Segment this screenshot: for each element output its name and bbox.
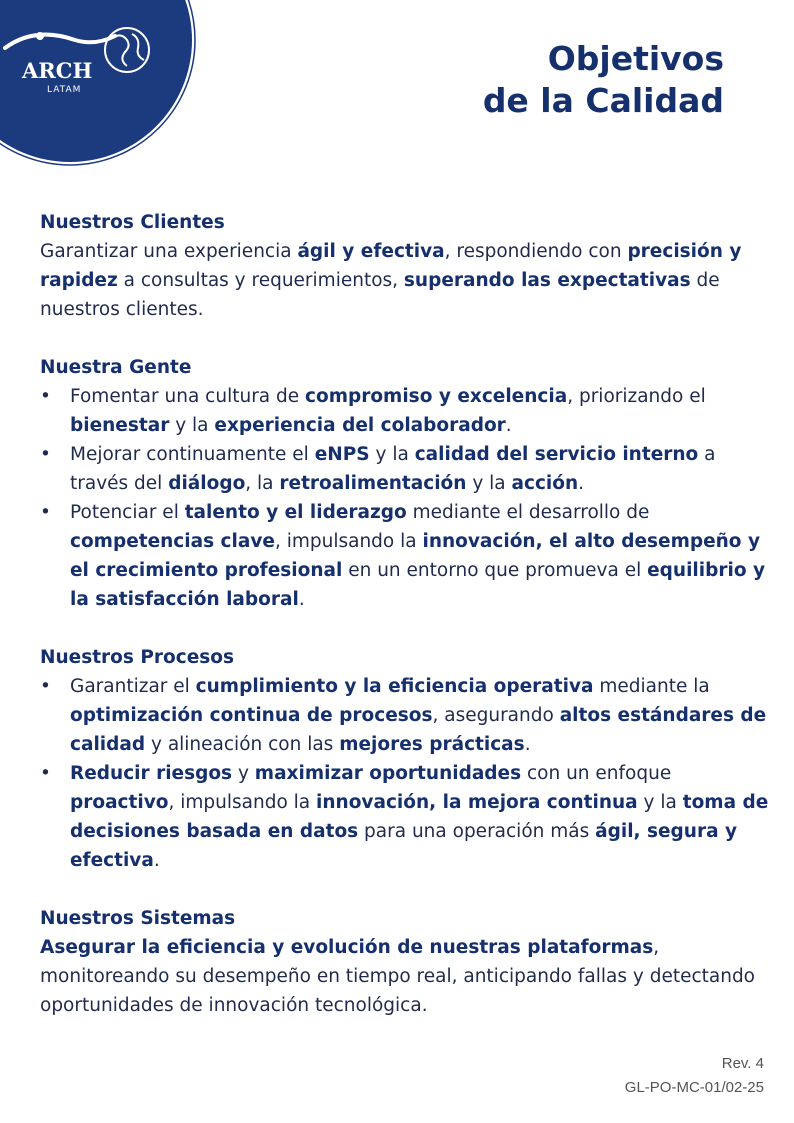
section-heading: Nuestros Procesos (40, 647, 234, 668)
document-code: GL-PO-MC-01/02-25 (624, 1079, 764, 1096)
bullet-icon: • (40, 763, 51, 784)
section-nuestros-procesos (40, 643, 770, 875)
emphasis-text: retroalimentación (279, 473, 467, 494)
body-text: en un entorno que promueva el (342, 560, 648, 581)
bullet-list (40, 672, 770, 875)
emphasis-text: calidad del servicio interno (414, 444, 699, 465)
body-text: . (524, 734, 531, 755)
body-text: de nuestros clientes. (40, 270, 720, 320)
body-text: , asegurando (432, 705, 560, 726)
body-text: , priorizando el (567, 386, 706, 407)
body-text: Potenciar el (70, 502, 185, 523)
body-text: . (298, 589, 305, 610)
bullet-icon: • (40, 502, 51, 523)
section-paragraph (40, 933, 770, 1020)
emphasis-text: innovación, la mejora continua (316, 792, 638, 813)
section-nuestros-clientes (40, 208, 770, 324)
emphasis-text: eNPS (314, 444, 370, 465)
body-text: a consultas y requerimientos, (117, 270, 404, 291)
bullet-icon: • (40, 676, 51, 697)
section-heading: Nuestros Sistemas (40, 908, 236, 929)
section-heading: Nuestra Gente (40, 357, 192, 378)
emphasis-text: acción (511, 473, 579, 494)
emphasis-text: precisión y rapidez (40, 241, 742, 291)
body-text: a través del (70, 444, 716, 494)
list-item (40, 498, 770, 614)
list-item (40, 759, 770, 875)
section-nuestra-gente (40, 353, 770, 614)
body-text: Mejorar continuamente el (70, 444, 315, 465)
body-text: , impulsando la (274, 531, 423, 552)
body-text: . (505, 415, 512, 436)
bullet-icon: • (40, 386, 51, 407)
section-heading: Nuestros Clientes (40, 212, 225, 233)
body-text: . (153, 850, 160, 871)
emphasis-text: mejores prácticas (339, 734, 525, 755)
body-text: mediante el desarrollo de (406, 502, 650, 523)
emphasis-text: Asegurar la eficiencia y evolución de nuestras plataformas (40, 937, 654, 958)
body-text: con un enfoque (521, 763, 672, 784)
body-text: y (232, 763, 255, 784)
page-title (483, 38, 724, 122)
emphasis-text: optimización continua de procesos (70, 705, 433, 726)
body-text: , impulsando la (168, 792, 317, 813)
logo-graphic (0, 0, 240, 170)
body-text: y la (466, 473, 512, 494)
body-text: Fomentar una cultura de (70, 386, 306, 407)
emphasis-text: experiencia del colaborador (214, 415, 506, 436)
title-line-1: Objetivos (547, 39, 724, 78)
list-item (40, 440, 770, 498)
objectives-content (40, 208, 770, 1020)
bullet-list (40, 382, 770, 614)
body-text: y la (369, 444, 415, 465)
body-text: mediante la (593, 676, 710, 697)
emphasis-text: competencias clave (70, 531, 275, 552)
body-text: . (578, 473, 585, 494)
body-text: , la (245, 473, 280, 494)
emphasis-text: maximizar oportunidades (254, 763, 522, 784)
document-footer (625, 1052, 764, 1100)
emphasis-text: altos estándares de calidad (70, 705, 767, 755)
body-text: Garantizar una experiencia (40, 241, 298, 262)
list-item (40, 672, 770, 759)
list-item (40, 382, 770, 440)
emphasis-text: talento y el liderazgo (184, 502, 407, 523)
body-text: y la (169, 415, 215, 436)
arch-latam-logo (0, 0, 240, 170)
bullet-icon: • (40, 444, 51, 465)
emphasis-text: innovación, el alto desempeño y el crecimiento profesional (70, 531, 761, 581)
emphasis-text: diálogo (168, 473, 246, 494)
revision-label: Rev. 4 (721, 1055, 764, 1072)
section-paragraph (40, 237, 770, 324)
body-text: Garantizar el (70, 676, 196, 697)
emphasis-text: cumplimiento y la eficiencia operativa (195, 676, 594, 697)
section-nuestros-sistemas (40, 904, 770, 1020)
body-text: para una operación más (358, 821, 596, 842)
emphasis-text: ágil y efectiva (297, 241, 445, 262)
body-text: y alineación con las (145, 734, 340, 755)
emphasis-text: superando las expectativas (403, 270, 691, 291)
body-text: , monitoreando su desempeño en tiempo real, anticipando fallas y detectando oportunidades de innovación tecnológica. (40, 937, 756, 1016)
body-text: , respondiendo con (444, 241, 628, 262)
title-line-2: de la Calidad (482, 81, 724, 120)
emphasis-text: compromiso y excelencia (305, 386, 568, 407)
emphasis-text: Reducir riesgos (70, 763, 233, 784)
logo-region: LATAM (47, 85, 82, 95)
emphasis-text: toma de decisiones basada en datos (70, 792, 769, 842)
emphasis-text: proactivo (70, 792, 169, 813)
emphasis-text: equilibrio y la satisfacción laboral (70, 560, 766, 610)
logo-brand: ARCH (22, 58, 93, 83)
emphasis-text: ágil, segura y efectiva (70, 821, 738, 871)
body-text: y la (637, 792, 683, 813)
emphasis-text: bienestar (70, 415, 170, 436)
